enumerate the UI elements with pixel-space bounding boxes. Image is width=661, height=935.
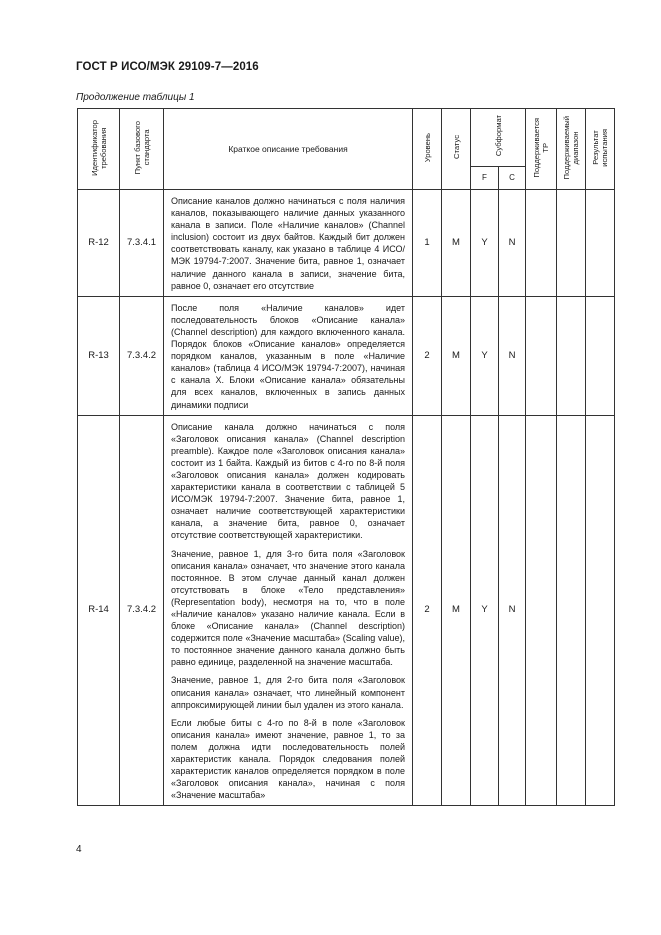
requirement-description bbox=[164, 415, 413, 806]
base-clause: 7.3.4.2 bbox=[120, 415, 164, 806]
supported-cell[interactable] bbox=[526, 415, 557, 806]
header-description: Краткое описание требования bbox=[164, 109, 413, 190]
requirement-id: R-14 bbox=[78, 415, 120, 806]
header-supported-range: Поддерживаемый диапазон bbox=[557, 109, 586, 190]
header-subformat-c: C bbox=[499, 167, 526, 190]
status-cell: M bbox=[442, 296, 471, 415]
test-result-cell[interactable] bbox=[586, 190, 615, 297]
description-paragraph: После поля «Наличие каналов» идет последовательность блоков «Описание канала» (Channel description) для каждого включенного канала. Порядок блоков «Описание каналов» определяется порядком каналов, указанным в поле «Наличие каналов» (таблица 4 ИСО/МЭК 19794-7:2007), начиная с канала X. Блоки «Описание канала» обязательны для всех каналов, включенных в запись данных динамики подписи bbox=[171, 302, 405, 410]
level-cell: 2 bbox=[413, 415, 442, 806]
status-cell: M bbox=[442, 415, 471, 806]
table-row bbox=[78, 296, 615, 415]
header-level: Уровень bbox=[413, 109, 442, 190]
requirement-id: R-12 bbox=[78, 190, 120, 297]
requirement-id: R-13 bbox=[78, 296, 120, 415]
description-paragraph: Описание каналов должно начинаться с поля наличия каналов, показывающего наличие данных указанного канала в записи. Поле «Наличие каналов» (Channel inclusion) состоит из двух байтов. Каждый бит должен соответствовать каналу, как указано в таблице 4 ИСО/МЭК 19794-7:2007. Значение бита, равное 1, означает наличие данного канала в записи, значение бита, равное 0, означает его отсутствие bbox=[171, 196, 405, 291]
level-cell: 1 bbox=[413, 190, 442, 297]
subformat-c-cell: N bbox=[499, 415, 526, 806]
base-clause: 7.3.4.2 bbox=[120, 296, 164, 415]
table-row bbox=[78, 190, 615, 297]
header-status: Статус bbox=[442, 109, 471, 190]
description-paragraph: Если любые биты с 4-го по 8-й в поле «Заголовок описания канала» имеют значение, равное 1, то за полем должна идти последовательность полей характеристик канала. Порядок следования полей характеристик каналов определяется порядком в поле «Заголовок описания канала», начиная с поля «Значение масштаба» bbox=[171, 717, 405, 801]
supported-range-cell[interactable] bbox=[557, 415, 586, 806]
page-number: 4 bbox=[76, 844, 82, 855]
supported-range-cell[interactable] bbox=[557, 190, 586, 297]
header-supported: Поддерживается ТР bbox=[526, 109, 557, 190]
table-row bbox=[78, 415, 615, 806]
status-cell: M bbox=[442, 190, 471, 297]
base-clause: 7.3.4.1 bbox=[120, 190, 164, 297]
header-requirement-id: Идентификатор требования bbox=[78, 109, 120, 190]
description-paragraph: Значение, равное 1, для 3-го бита поля «Заголовок описания канала» означает, что значение этого канала постоянное. В этом случае данный канал должен отсутствовать в блоке «Тело представления» (Representation body), несмотря на то, что в поле «Наличие каналов» указано наличие канала. Если в блоке «Описание канала» (Channel description) содержится поле «Значение масштаба» (Scaling value), то постоянное значение данного канала должно быть равно единице, разделенной на значение масштаба. bbox=[171, 548, 405, 668]
table-continuation-caption: Продолжение таблицы 1 bbox=[76, 92, 195, 103]
document-title: ГОСТ Р ИСО/МЭК 29109-7—2016 bbox=[76, 61, 259, 73]
header-test-result: Результат испытания bbox=[586, 109, 615, 190]
description-paragraph: Значение, равное 1, для 2-го бита поля «Заголовок описания канала» означает, что линейный компонент аппроксимирующей линии был удален из этого канала. bbox=[171, 675, 405, 710]
test-result-cell[interactable] bbox=[586, 296, 615, 415]
subformat-f-cell: Y bbox=[471, 296, 499, 415]
test-result-cell[interactable] bbox=[586, 415, 615, 806]
subformat-c-cell: N bbox=[499, 296, 526, 415]
requirement-description bbox=[164, 190, 413, 297]
header-subformat-f: F bbox=[471, 167, 499, 190]
header-base-clause: Пункт базового стандарта bbox=[120, 109, 164, 190]
level-cell: 2 bbox=[413, 296, 442, 415]
subformat-f-cell: Y bbox=[471, 190, 499, 297]
subformat-c-cell: N bbox=[499, 190, 526, 297]
requirement-description bbox=[164, 296, 413, 415]
supported-cell[interactable] bbox=[526, 296, 557, 415]
table-header bbox=[78, 109, 615, 190]
supported-cell[interactable] bbox=[526, 190, 557, 297]
header-subformat: Субформат bbox=[471, 109, 526, 167]
supported-range-cell[interactable] bbox=[557, 296, 586, 415]
requirements-table bbox=[77, 108, 615, 806]
description-paragraph: Описание канала должно начинаться с поля «Заголовок описания канала» (Channel description preamble). Каждое поле «Заголовок описания канала» состоит из 1 байта. Каждый из битов с 4-го по 8-й поля «Заголовок описания канала» должен кодировать характеристики канала в соответствии с таблицей 5 ИСО/МЭК 19794-7:2007. Значение бита, равное 1, означает наличие соответствующей характеристики канала, а значение бита, равное 0, означает отсутствие соответствующей характеристики. bbox=[171, 421, 405, 541]
subformat-f-cell: Y bbox=[471, 415, 499, 806]
